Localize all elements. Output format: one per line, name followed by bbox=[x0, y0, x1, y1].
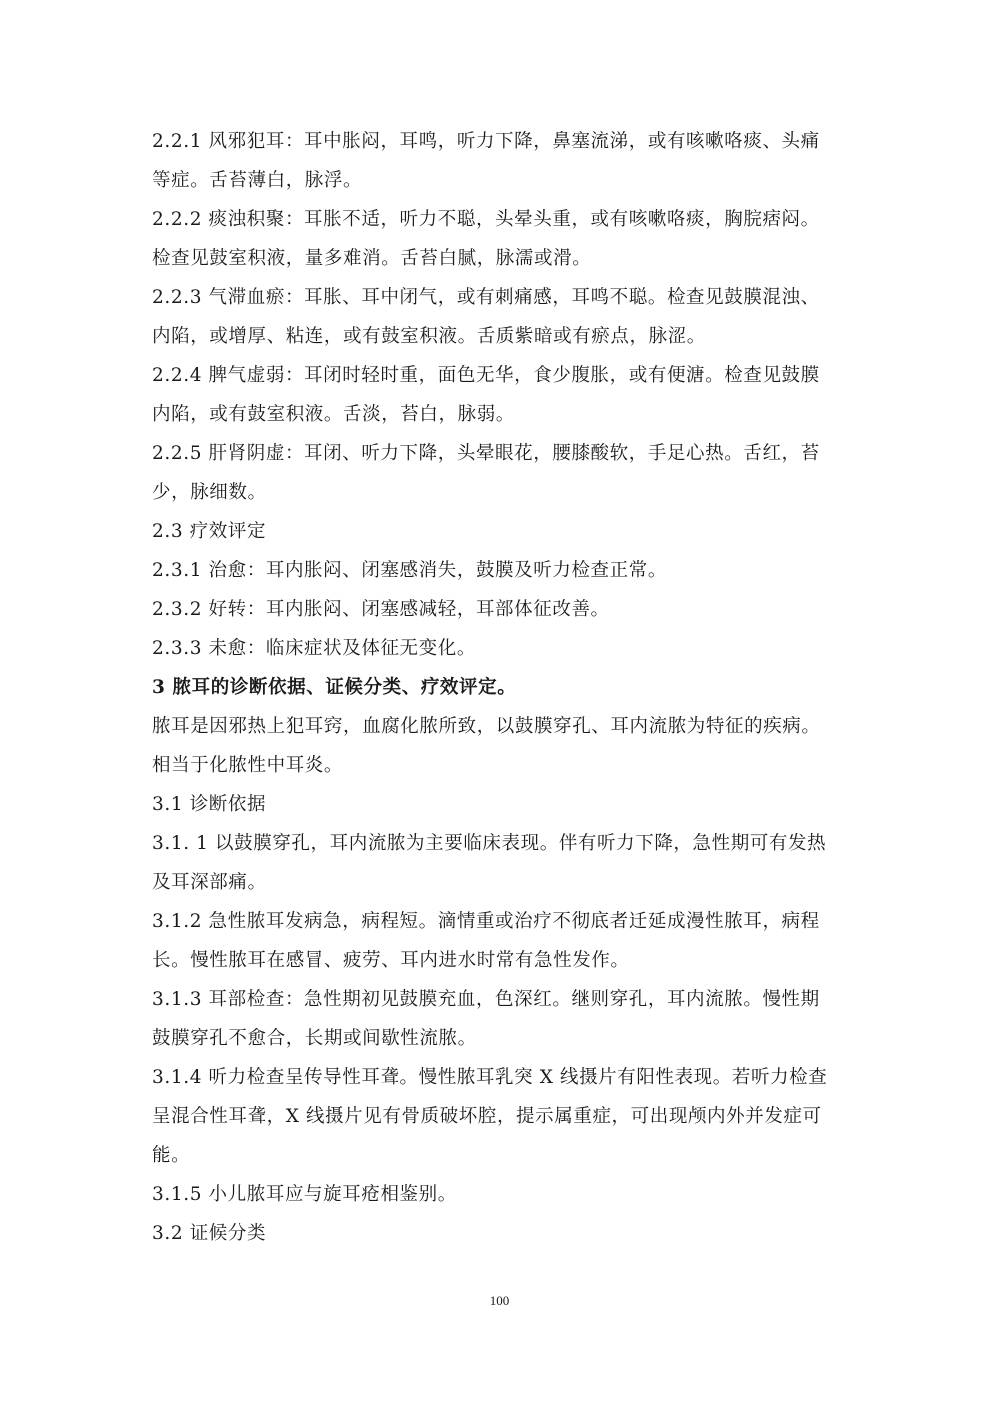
text-line: 3.1.2 急性脓耳发病急，病程短。滴情重或治疗不彻底者迁延成漫性脓耳，病程 bbox=[152, 911, 820, 932]
text-line: 3.1.3 耳部检查：急性期初见鼓膜充血，色深红。继则穿孔，耳内流脓。慢性期 bbox=[152, 989, 820, 1010]
chapter-heading: 3 脓耳的诊断依据、证候分类、疗效评定。 bbox=[152, 677, 517, 698]
text-line: 相当于化脓性中耳炎。 bbox=[152, 755, 344, 776]
text-line: 2.2.4 脾气虚弱：耳闭时轻时重，面色无华，食少腹胀，或有便溏。检查见鼓膜 bbox=[152, 365, 820, 386]
document-body bbox=[152, 122, 852, 1253]
text-line: 2.2.5 肝肾阴虚：耳闭、听力下降，头晕眼花，腰膝酸软，手足心热。舌红，苔 bbox=[152, 443, 820, 464]
text-line: 2.2.3 气滞血瘀：耳胀、耳中闭气，或有刺痛感，耳鸣不聪。检查见鼓膜混浊、 bbox=[152, 287, 820, 308]
text-line: 及耳深部痛。 bbox=[152, 872, 267, 893]
text-line: 脓耳是因邪热上犯耳窍，血腐化脓所致，以鼓膜穿孔、耳内流脓为特征的疾病。 bbox=[152, 716, 821, 737]
text-line: 3.1.4 听力检查呈传导性耳聋。慢性脓耳乳突 X 线摄片有阳性表现。若听力检查 bbox=[152, 1067, 828, 1088]
text-line: 能。 bbox=[152, 1145, 191, 1166]
text-line: 鼓膜穿孔不愈合，长期或间歇性流脓。 bbox=[152, 1028, 477, 1049]
text-line: 2.2.2 痰浊积聚：耳胀不适，听力不聪，头晕头重，或有咳嗽咯痰，胸脘痞闷。 bbox=[152, 209, 820, 230]
text-line: 2.3.3 未愈：临床症状及体征无变化。 bbox=[152, 638, 476, 659]
section-heading: 3.2 证候分类 bbox=[152, 1223, 267, 1244]
text-line: 呈混合性耳聋，X 线摄片见有骨质破坏腔，提示属重症，可出现颅内外并发症可 bbox=[152, 1106, 822, 1127]
text-line: 2.2.1 风邪犯耳：耳中胀闷，耳鸣，听力下降，鼻塞流涕，或有咳嗽咯痰、头痛 bbox=[152, 131, 820, 152]
text-line: 等症。舌苔薄白，脉浮。 bbox=[152, 170, 363, 191]
text-line: 3.1. 1 以鼓膜穿孔，耳内流脓为主要临床表现。伴有听力下降，急性期可有发热 bbox=[152, 833, 827, 854]
text-line: 检查见鼓室积液，量多难消。舌苔白腻，脉濡或滑。 bbox=[152, 248, 592, 269]
section-heading: 3.1 诊断依据 bbox=[152, 794, 267, 815]
text-line: 2.3.2 好转：耳内胀闷、闭塞感减轻，耳部体征改善。 bbox=[152, 599, 610, 620]
text-line: 内陷，或增厚、粘连，或有鼓室积液。舌质紫暗或有瘀点，脉涩。 bbox=[152, 326, 706, 347]
text-line: 少，脉细数。 bbox=[152, 482, 267, 503]
text-line: 2.3.1 治愈：耳内胀闷、闭塞感消失，鼓膜及听力检查正常。 bbox=[152, 560, 667, 581]
text-line: 3.1.5 小儿脓耳应与旋耳疮相鉴别。 bbox=[152, 1184, 457, 1205]
text-line: 长。慢性脓耳在感冒、疲劳、耳内进水时常有急性发作。 bbox=[152, 950, 630, 971]
page-number: 100 bbox=[489, 1293, 510, 1308]
text-line: 内陷，或有鼓室积液。舌淡，苔白，脉弱。 bbox=[152, 404, 515, 425]
section-heading: 2.3 疗效评定 bbox=[152, 521, 267, 542]
